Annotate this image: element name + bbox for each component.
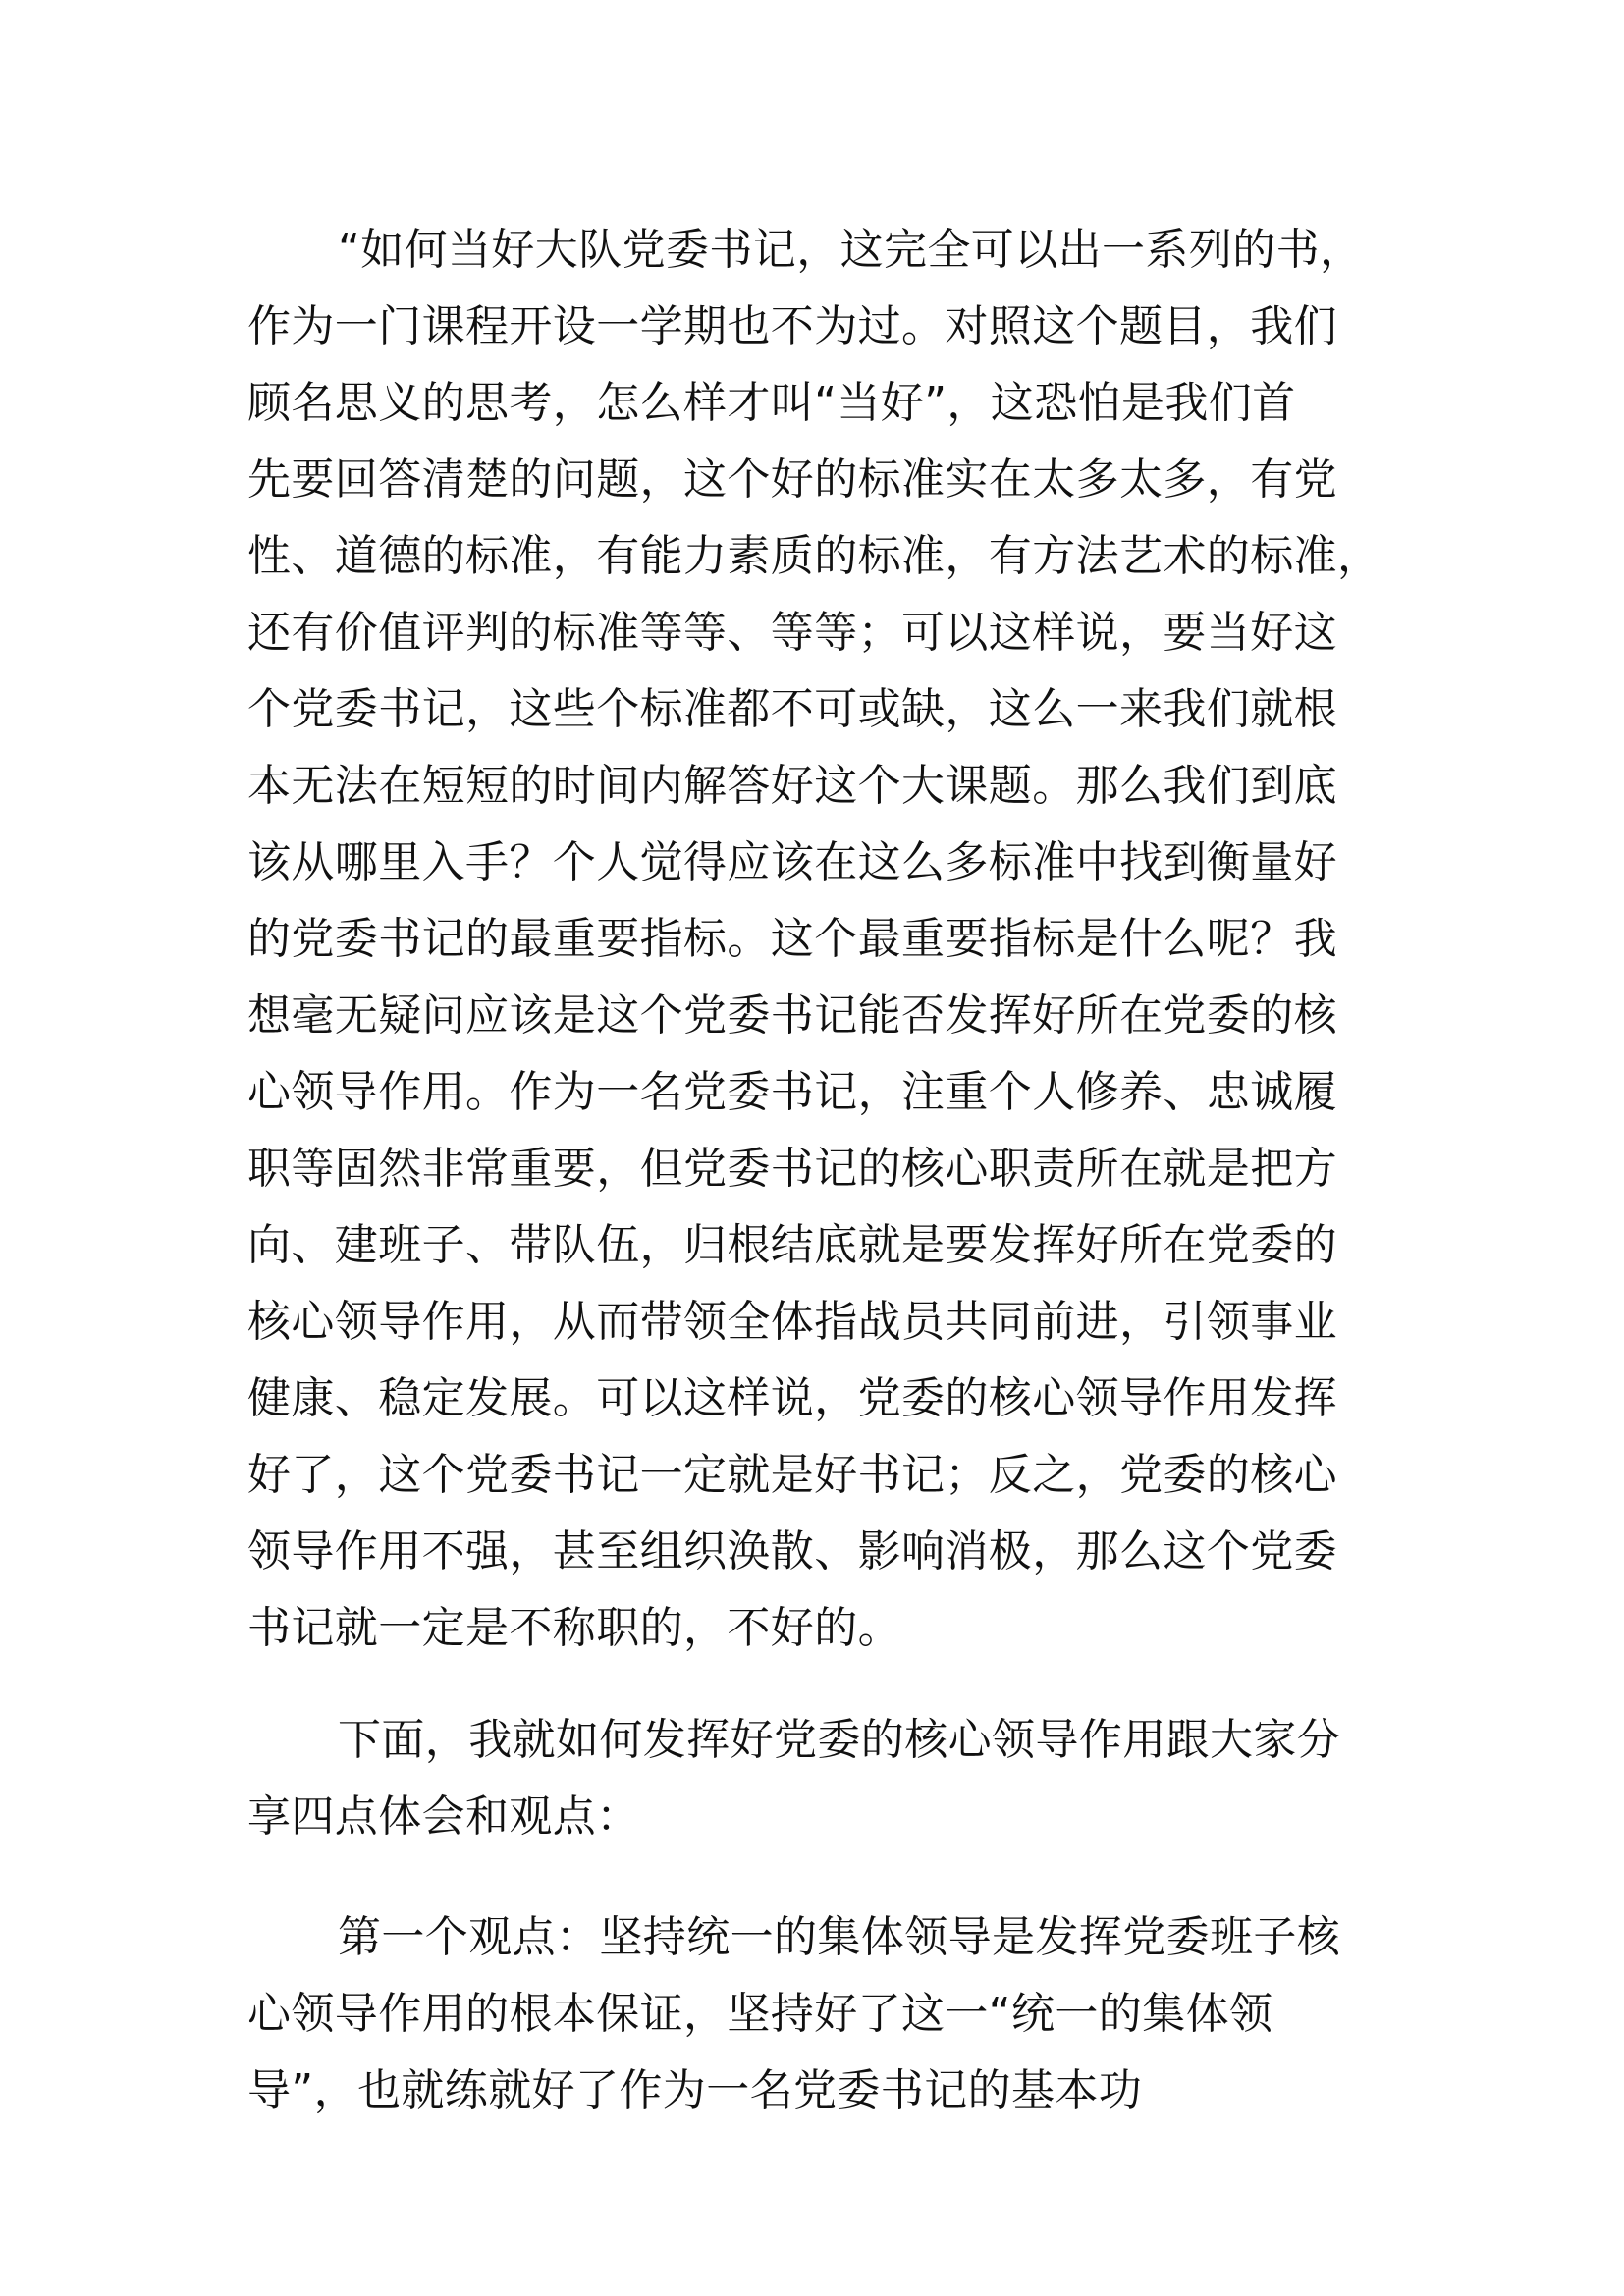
text-line: 的党委书记的最重要指标。这个最重要指标是什么呢？我	[247, 914, 1337, 964]
text-line: 先要回答清楚的问题，这个好的标准实在太多太多，有党	[247, 454, 1337, 505]
document-page	[247, 212, 1381, 2129]
text-line: 该从哪里入手？个人觉得应该在这么多标准中找到衡量好	[247, 837, 1337, 887]
paragraph	[247, 1899, 1347, 2129]
text-line: 健康、稳定发展。可以这样说，党委的核心领导作用发挥	[247, 1373, 1337, 1423]
text-line: 第一个观点：坚持统一的集体领导是发挥党委班子核	[338, 1912, 1341, 1962]
text-line: 领导作用不强，甚至组织涣散、影响消极，那么这个党委	[247, 1526, 1337, 1576]
text-line: 向、建班子、带队伍，归根结底就是要发挥好所在党委的	[247, 1220, 1337, 1270]
text-line: 个党委书记，这些个标准都不可或缺，这么一来我们就根	[247, 684, 1337, 734]
text-line: 核心领导作用，从而带领全体指战员共同前进，引领事业	[247, 1297, 1337, 1347]
text-line: 心领导作用。作为一名党委书记，注重个人修养、忠诚履	[247, 1067, 1337, 1117]
text-line: 还有价值评判的标准等等、等等；可以这样说，要当好这	[247, 608, 1337, 658]
paragraph	[247, 1702, 1347, 1855]
text-line: 本无法在短短的时间内解答好这个大课题。那么我们到底	[247, 761, 1337, 811]
text-line: 享四点体会和观点：	[247, 1791, 640, 1842]
paragraph	[247, 212, 1381, 1667]
text-line: 心领导作用的根本保证，坚持好了这一“统一的集体领	[247, 1989, 1273, 2039]
text-line: 作为一门课程开设一学期也不为过。对照这个题目，我们	[247, 301, 1337, 351]
text-line: 下面，我就如何发挥好党委的核心领导作用跟大家分	[338, 1715, 1341, 1765]
text-line: 想毫无疑问应该是这个党委书记能否发挥好所在党委的核	[247, 990, 1337, 1041]
text-line: 职等固然非常重要，但党委书记的核心职责所在就是把方	[247, 1144, 1337, 1194]
text-line: 顾名思义的思考，怎么样才叫“当好”，这恐怕是我们首	[247, 378, 1296, 428]
text-line: 性、道德的标准，有能力素质的标准，有方法艺术的标准，	[247, 531, 1381, 581]
text-line: 好了，这个党委书记一定就是好书记；反之，党委的核心	[247, 1450, 1337, 1500]
text-line: 导”，也就练就好了作为一名党委书记的基本功	[247, 2065, 1143, 2115]
text-line: 书记就一定是不称职的，不好的。	[247, 1603, 901, 1653]
text-line: “如何当好大队党委书记，这完全可以出一系列的书，	[338, 225, 1364, 275]
